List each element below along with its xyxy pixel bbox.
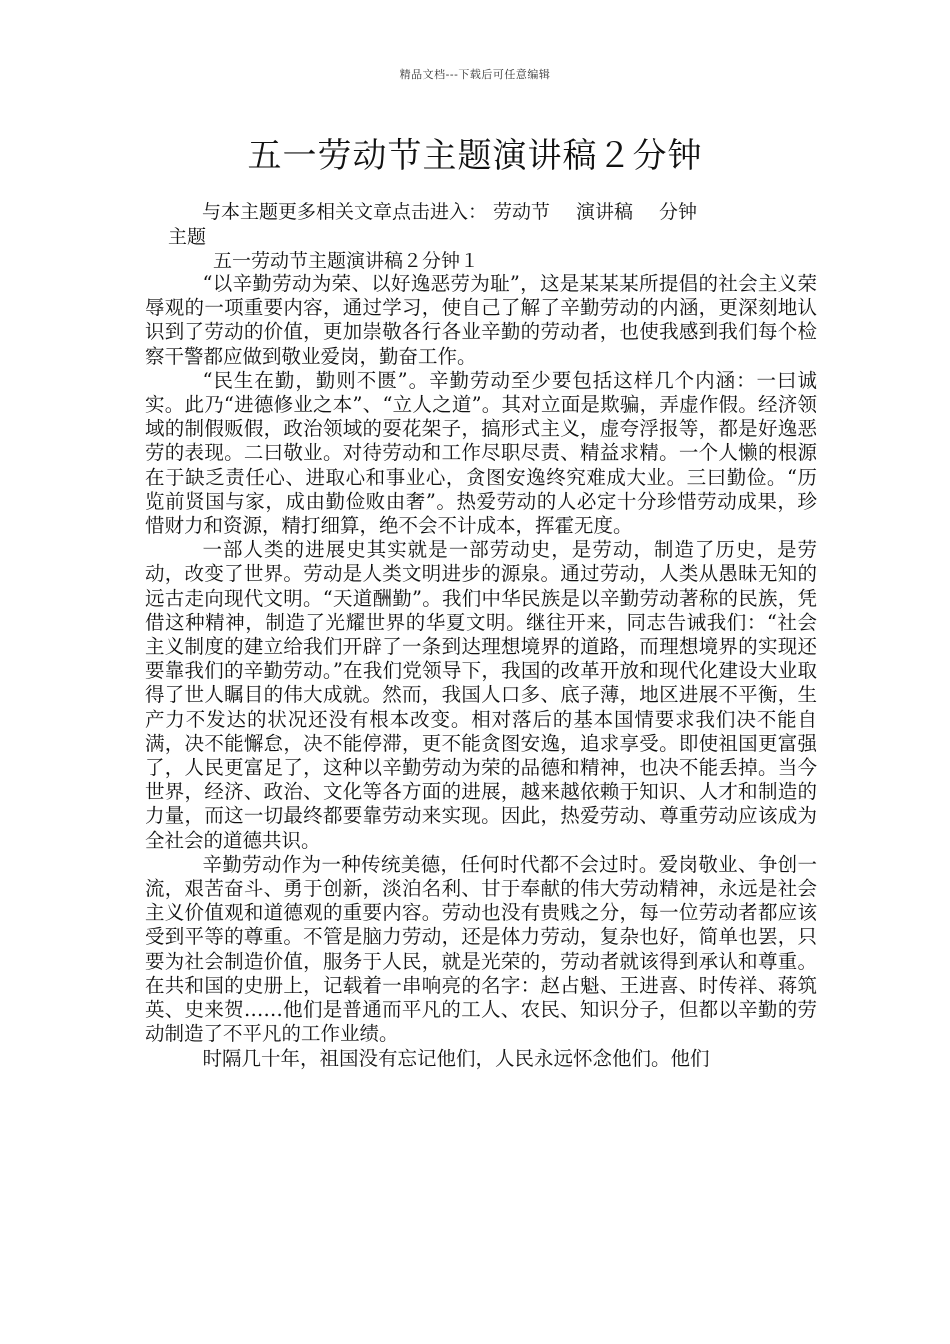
related-link-labor-day[interactable]: 劳动节 [493,201,551,223]
related-link-speech[interactable]: 演讲稿 [576,201,634,223]
paragraph-3: 一部人类的进展史其实就是一部劳动史，是劳动，制造了历史，是劳动，改变了世界。劳动是人类文明进步的源泉。通过劳动，人类从愚昧无知的远古走向现代文明。“天道酬勤”。我们中华民族是以辛勤劳动著称的民族，凭借这种精神，制造了光耀世界的华夏文明。继往开来，同志告诫我们：“社会主义制度的建立给我们开辟了一条到达理想境界的道路，而理想境界的实现还要靠我们的辛勤劳动。”在我们党领导下，我国的改革开放和现代化建设大业取得了世人瞩目的伟大成就。然而，我国人口多、底子薄，地区进展不平衡，生产力不发达的状况还没有根本改变。相对落后的基本国情要求我们决不能自满，决不能懈怠，决不能停滞，更不能贪图安逸，追求享受。即使祖国更富强了，人民更富足了，这种以辛勤劳动为荣的品德和精神，也决不能丢掉。当今世界，经济、政治、文化等各方面的进展，越来越依赖于知识、人才和制造的力量，而这一切最终都要靠劳动来实现。因此，热爱劳动、尊重劳动应该成为全社会的道德共识。 [145,538,817,852]
related-articles [168,200,808,250]
section-subtitle: 五一劳动节主题演讲稿２分钟１ [213,250,480,272]
related-lead-text: 与本主题更多相关文章点击进入： [202,201,488,223]
body-text [145,272,817,1071]
paragraph-5: 时隔几十年，祖国没有忘记他们，人民永远怀念他们。他们 [202,1046,710,1070]
paragraph-2: “民生在勤，勤则不匮”。辛勤劳动至少要包括这样几个内涵：一曰诚实。此乃“进德修业之本”、“立人之道”。其对立面是欺骗，弄虚作假。经济领域的制假贩假，政治领域的耍花架子，搞形式主义，虚夸浮报等，都是好逸恶劳的表现。二曰敬业。对待劳动和工作尽职尽责、精益求精。一个人懒的根源在于缺乏责任心、进取心和事业心，贪图安逸终究难成大业。三曰勤俭。“历览前贤国与家，成由勤俭败由奢”。热爱劳动的人必定十分珍惜劳动成果，珍惜财力和资源，精打细算，绝不会不计成本，挥霍无度。 [145,368,817,538]
paragraph-4: 辛勤劳动作为一种传统美德，任何时代都不会过时。爱岗敬业、争创一流，艰苦奋斗、勇于创新，淡泊名利、甘于奉献的伟大劳动精神，永远是社会主义价值观和道德观的重要内容。劳动也没有贵贱之分，每一位劳动者都应该受到平等的尊重。不管是脑力劳动，还是体力劳动，复杂也好，简单也罢，只要为社会制造价值，服务于人民，就是光荣的，劳动者就该得到承认和尊重。在共和国的史册上，记载着一串响亮的名字：赵占魁、王进喜、时传祥、蒋筑英、史来贺……他们是普通而平凡的工人、农民、知识分子，但都以辛勤的劳动制造了不平凡的工作业绩。 [145,852,817,1046]
paragraph-1: “以辛勤劳动为荣、以好逸恶劳为耻”，这是某某某所提倡的社会主义荣辱观的一项重要内容，通过学习，使自己了解了辛勤劳动的内涵，更深刻地认识到了劳动的价值，更加崇敬各行各业辛勤的劳动者，也使我感到我们每个检察干警都应做到敬业爱岗，勤奋工作。 [145,272,817,368]
related-link-minutes[interactable]: 分钟 [659,201,698,223]
related-link-theme[interactable]: 主题 [168,226,207,248]
header-note: 精品文档---下载后可任意编辑 [399,68,551,81]
document-title: 五一劳动节主题演讲稿２分钟 [247,136,703,176]
